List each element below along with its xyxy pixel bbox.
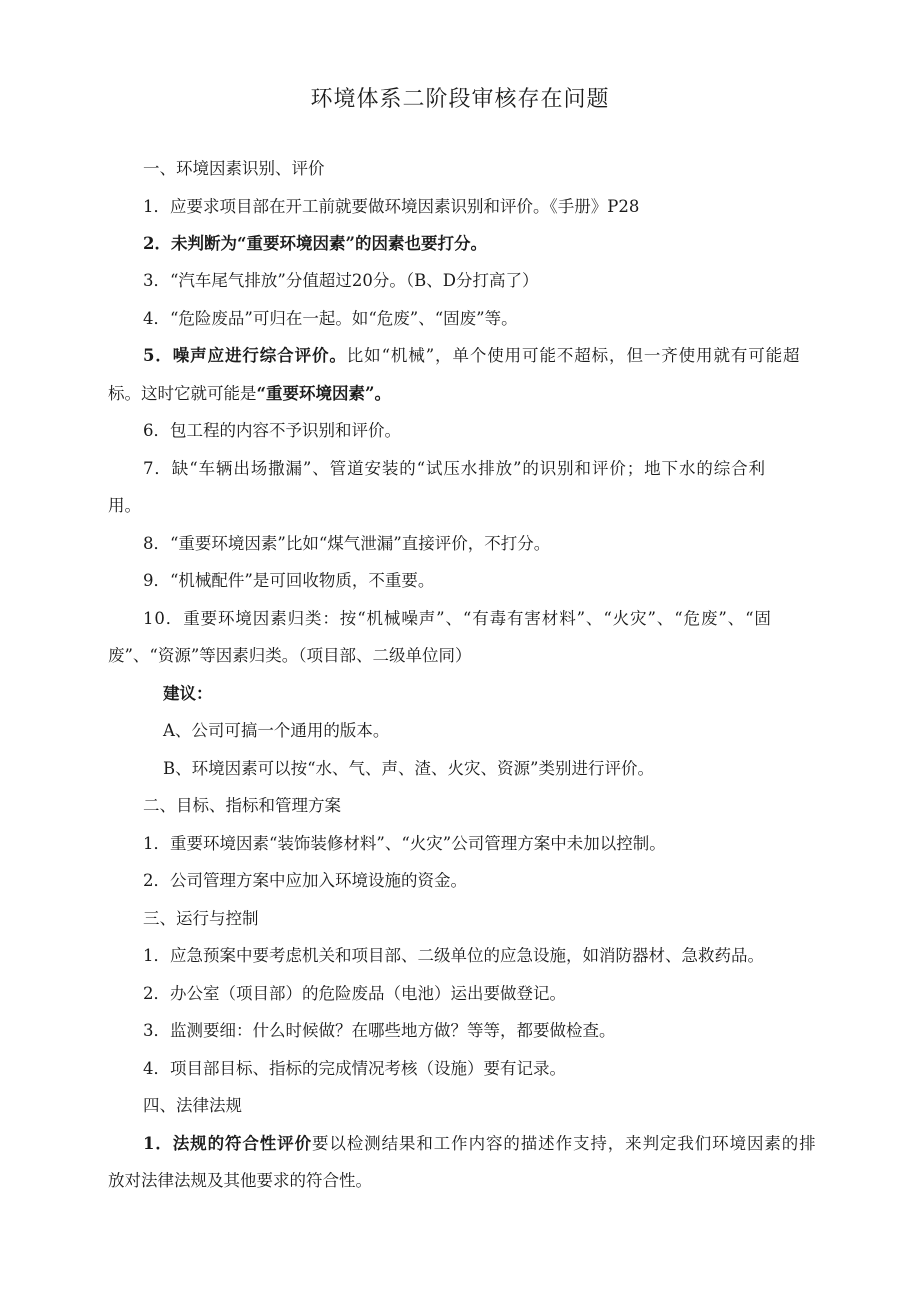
list-item [143,232,487,256]
list-item [143,344,800,368]
bold-text: 建议： [163,684,213,703]
suggestion-label [163,682,213,706]
list-item: 3．监测要细：什么时候做？在哪些地方做？等等，都要做检查。 [143,1021,616,1040]
list-item: 7．缺“车辆出场撒漏”、管道安装的“试压水排放”的识别和评价；地下水的综合利 [143,459,766,478]
bold-text: 2．未判断为“重要环境因素”的因素也要打分。 [143,234,487,253]
list-item-continuation: 用。 [108,496,141,515]
section-heading: 三、运行与控制 [143,909,259,928]
document-title: 环境体系二阶段审核存在问题 [310,87,610,112]
suggestion-item: B、环境因素可以按“水、气、声、渣、火灾、资源”类别进行评价。 [163,759,654,778]
list-item: 2．办公室（项目部）的危险废品（电池）运出要做登记。 [143,984,566,1003]
section-heading: 二、目标、指标和管理方案 [143,796,341,815]
list-item-continuation: 废”、“资源”等因素归类。（项目部、二级单位同） [108,646,472,665]
bold-text: “重要环境因素”。 [256,384,391,403]
list-item: 1．应急预案中要考虑机关和项目部、二级单位的应急设施，如消防器材、急救药品。 [143,946,764,965]
suggestion-item: A、公司可搞一个通用的版本。 [163,721,390,740]
bold-text: 5．噪声应进行综合评价。 [143,346,347,365]
list-item-continuation: 放对法律法规及其他要求的符合性。 [108,1171,372,1190]
list-item: 8．“重要环境因素”比如“煤气泄漏”直接评价，不打分。 [143,534,551,553]
list-item-continuation [108,382,391,406]
bold-text: 1．法规的符合性评价 [143,1134,312,1153]
list-item: 1．应要求项目部在开工前就要做环境因素识别和评价。《手册》P28 [143,197,640,216]
item-text: 标。这时它就可能是 [108,384,257,403]
section-heading: 一、环境因素识别、评价 [143,159,325,178]
section-heading: 四、法律法规 [143,1096,242,1115]
list-item: 9．“机械配件”是可回收物质，不重要。 [143,571,435,590]
item-text: 比如“机械”，单个使用可能不超标，但一齐使用就有可能超 [346,346,801,365]
list-item: 10．重要环境因素归类：按“机械噪声”、“有毒有害材料”、“火灾”、“危废”、“固 [143,609,772,628]
list-item [143,1132,817,1156]
list-item: 4．“危险废品”可归在一起。如“危废”、“固废”等。 [143,309,518,328]
list-item: 6．包工程的内容不予识别和评价。 [143,421,401,440]
list-item: 4．项目部目标、指标的完成情况考核（设施）要有记录。 [143,1059,566,1078]
list-item: 1．重要环境因素“装饰装修材料”、“火灾”公司管理方案中未加以控制。 [143,834,666,853]
item-text: 要以检测结果和工作内容的描述作支持，来判定我们环境因素的排 [311,1134,817,1153]
list-item: 3．“汽车尾气排放”分值超过20分。（B、D分打高了） [143,271,539,290]
list-item: 2．公司管理方案中应加入环境设施的资金。 [143,871,467,890]
